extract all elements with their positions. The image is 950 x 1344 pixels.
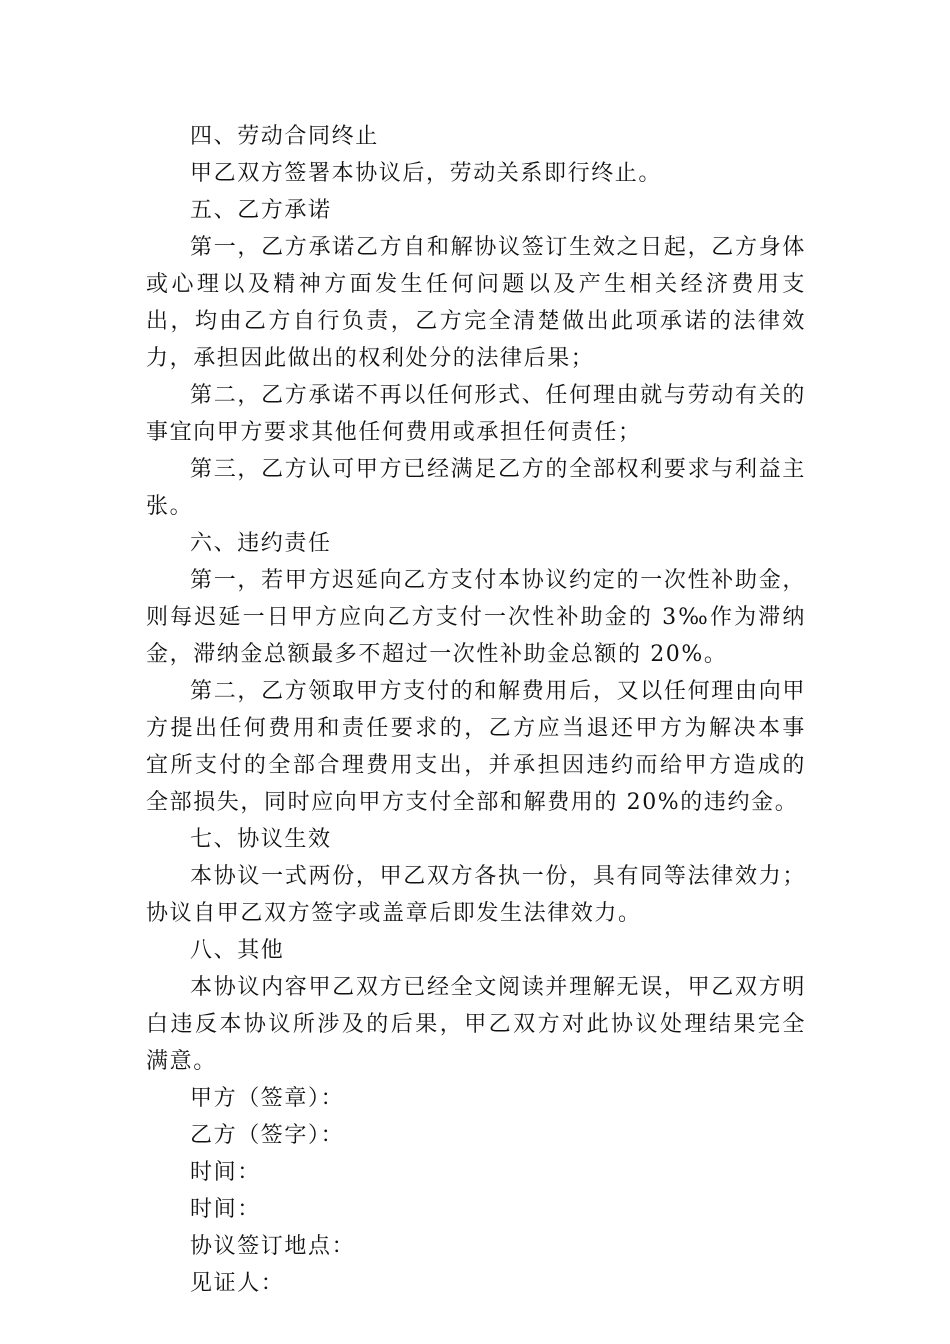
section-heading: 七、协议生效: [190, 827, 332, 852]
section-heading: 五、乙方承诺: [190, 198, 332, 223]
paragraph: 本协议一式两份，甲乙双方各执一份，具有同等法律效力；协议自甲乙双方签字或盖章后即发生法律效力。: [146, 864, 806, 926]
time-line: 时间：: [190, 1160, 261, 1185]
witness-line: 见证人：: [190, 1271, 285, 1296]
section-heading: 六、违约责任: [190, 531, 332, 556]
section-heading: 八、其他: [190, 938, 285, 963]
section-heading: 四、劳动合同终止: [190, 124, 379, 149]
party-a-signature-line: 甲方（签章）：: [190, 1086, 345, 1111]
paragraph: 第二，乙方领取甲方支付的和解费用后，又以任何理由向甲方提出任何费用和责任要求的，乙方应当退还甲方为解决本事宜所支付的全部合理费用支出，并承担因违约而给甲方造成的全部损失，同时应向甲方支付全部和解费用的 20%的违约金。: [146, 679, 806, 815]
paragraph: 第一，乙方承诺乙方自和解协议签订生效之日起，乙方身体或心理以及精神方面发生任何问题以及产生相关经济费用支出，均由乙方自行负责，乙方完全清楚做出此项承诺的法律效力，承担因此做出的权利处分的法律后果；: [146, 235, 806, 371]
paragraph: 第三，乙方认可甲方已经满足乙方的全部权利要求与利益主张。: [146, 457, 806, 519]
paragraph: 本协议内容甲乙双方已经全文阅读并理解无误，甲乙双方明白违反本协议所涉及的后果，甲乙双方对此协议处理结果完全满意。: [146, 975, 806, 1074]
paragraph: 第二，乙方承诺不再以任何形式、任何理由就与劳动有关的事宜向甲方要求其他任何费用或承担任何责任；: [146, 383, 806, 445]
paragraph: 第一，若甲方迟延向乙方支付本协议约定的一次性补助金，则每迟延一日甲方应向乙方支付一次性补助金的 3‰作为滞纳金，滞纳金总额最多不超过一次性补助金总额的 20%。: [146, 568, 806, 667]
paragraph: 甲乙双方签署本协议后，劳动关系即行终止。: [190, 161, 663, 186]
time-line: 时间：: [190, 1197, 261, 1222]
party-b-signature-line: 乙方（签字）：: [190, 1123, 345, 1148]
signing-place-line: 协议签订地点：: [190, 1234, 356, 1259]
document-body: [146, 118, 806, 1302]
